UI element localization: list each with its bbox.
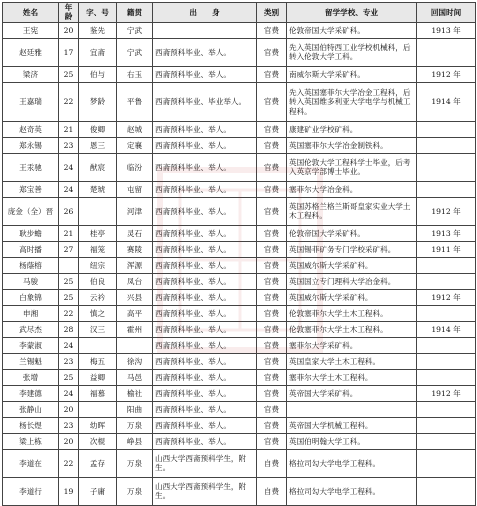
table-row	[3, 137, 476, 153]
cell-return	[417, 38, 476, 66]
cell-return	[417, 477, 476, 505]
table-row	[3, 337, 476, 353]
cell-age: 23	[59, 137, 79, 153]
cell-background: 西斋预科毕业、举人。	[153, 225, 257, 241]
cell-background: 西斋预科毕业、举人。	[153, 273, 257, 289]
table-row	[3, 321, 476, 337]
cell-style-name: 梅五	[79, 353, 117, 369]
cell-age: 24	[59, 385, 79, 401]
cell-background: 西斋预科毕业、举人。	[153, 353, 257, 369]
cell-age: 26	[59, 197, 79, 225]
cell-origin: 屯留	[117, 181, 153, 197]
cell-study: 格拉司勾大学电学工程科。	[287, 477, 417, 505]
header-return: 回国时间	[417, 3, 476, 23]
cell-origin: 宁武	[117, 38, 153, 66]
header-age: 年龄	[59, 3, 79, 23]
cell-study: 南威尔斯大学采矿科。	[287, 66, 417, 82]
cell-return: 1914 年	[417, 321, 476, 337]
cell-name: 申湘	[3, 305, 59, 321]
table-row	[3, 353, 476, 369]
cell-origin: 峥县	[117, 433, 153, 449]
cell-style-name: 孟存	[79, 449, 117, 477]
cell-return: 1913 年	[417, 22, 476, 38]
cell-style-name: 楚琥	[79, 181, 117, 197]
cell-return	[417, 181, 476, 197]
table-row	[3, 369, 476, 385]
cell-study: 伦敦塞菲尔大学土木工程科。	[287, 305, 417, 321]
cell-return	[417, 369, 476, 385]
cell-name: 郑永锡	[3, 137, 59, 153]
cell-origin: 定襄	[117, 137, 153, 153]
cell-style-name	[79, 337, 117, 353]
cell-category: 官费	[257, 38, 287, 66]
cell-style-name: 伯良	[79, 273, 117, 289]
cell-age: 19	[59, 477, 79, 505]
cell-name: 杨长煜	[3, 417, 59, 433]
cell-study: 英国塞菲尔大学冶金制铁科。	[287, 137, 417, 153]
cell-return	[417, 353, 476, 369]
cell-age: 20	[59, 22, 79, 38]
cell-name: 王宪	[3, 22, 59, 38]
cell-background: 西斋预科毕业、毕业举人。	[153, 82, 257, 121]
cell-style-name	[79, 401, 117, 417]
cell-category: 自费	[257, 477, 287, 505]
cell-style-name: 俊卿	[79, 121, 117, 137]
header-row	[3, 3, 476, 23]
cell-age: 23	[59, 417, 79, 433]
cell-return	[417, 273, 476, 289]
header-style-name: 字、号	[79, 3, 117, 23]
cell-background: 西斋预科毕业、举人。	[153, 121, 257, 137]
cell-study: 英国国立专门理科大学冶金科。	[287, 273, 417, 289]
cell-study: 英国伯明翰大学工科。	[287, 433, 417, 449]
cell-study: 英国锡菲矿务专门学校采矿科。	[287, 241, 417, 257]
table-row	[3, 273, 476, 289]
table-row	[3, 66, 476, 82]
cell-background: 西斋预科毕业、举人。	[153, 197, 257, 225]
cell-background: 西斋预科毕业、举人。	[153, 153, 257, 181]
cell-return: 1912 年	[417, 197, 476, 225]
cell-return: 1911 年	[417, 241, 476, 257]
cell-style-name	[79, 197, 117, 225]
cell-background: 西斋预科毕业、举人。	[153, 417, 257, 433]
cell-origin: 万泉	[117, 477, 153, 505]
cell-age	[59, 257, 79, 273]
cell-category: 官费	[257, 241, 287, 257]
cell-style-name: 猷宸	[79, 153, 117, 181]
cell-return	[417, 401, 476, 417]
cell-age: 24	[59, 181, 79, 197]
cell-study: 先入英国伯特西工业学校机械科，后转入伦敦大学工科。	[287, 38, 417, 66]
cell-age: 21	[59, 121, 79, 137]
cell-name: 张静山	[3, 401, 59, 417]
cell-name: 耿步蟾	[3, 225, 59, 241]
cell-study: 英国苏格兰格兰斯哥皇家实业大学土木工程科。	[287, 197, 417, 225]
cell-background: 西斋预科毕业、举人。	[153, 257, 257, 273]
cell-category: 官费	[257, 273, 287, 289]
cell-age: 27	[59, 241, 79, 257]
cell-style-name: 幼晖	[79, 417, 117, 433]
cell-origin: 河津	[117, 197, 153, 225]
cell-return	[417, 433, 476, 449]
table-row	[3, 181, 476, 197]
cell-style-name: 慎之	[79, 305, 117, 321]
table-row	[3, 401, 476, 417]
cell-origin	[117, 337, 153, 353]
cell-category: 官费	[257, 433, 287, 449]
cell-category: 官费	[257, 257, 287, 273]
cell-origin: 兴县	[117, 289, 153, 305]
cell-background: 西斋预科毕业、举人。	[153, 401, 257, 417]
cell-name: 梁上栋	[3, 433, 59, 449]
table-row	[3, 289, 476, 305]
cell-category: 官费	[257, 137, 287, 153]
cell-name: 庞金（全）晋	[3, 197, 59, 225]
cell-origin: 马邑	[117, 369, 153, 385]
cell-age: 17	[59, 38, 79, 66]
cell-origin: 右玉	[117, 66, 153, 82]
table-body	[3, 22, 476, 505]
cell-origin: 榆社	[117, 385, 153, 401]
table-row	[3, 38, 476, 66]
table-row	[3, 22, 476, 38]
cell-style-name: 宜斋	[79, 38, 117, 66]
document-page	[2, 2, 475, 506]
table-row	[3, 257, 476, 273]
cell-name: 赵奇英	[3, 121, 59, 137]
cell-age: 22	[59, 449, 79, 477]
table-row	[3, 225, 476, 241]
cell-name: 郑宝善	[3, 181, 59, 197]
header-origin: 籍贯	[117, 3, 153, 23]
cell-study: 英国威尔斯大学采矿科。	[287, 289, 417, 305]
table-row	[3, 197, 476, 225]
cell-category: 官费	[257, 121, 287, 137]
cell-study: 塞菲尔大学冶金科。	[287, 181, 417, 197]
cell-name: 张增	[3, 369, 59, 385]
cell-origin: 临汾	[117, 153, 153, 181]
cell-style-name: 汉三	[79, 321, 117, 337]
cell-style-name: 鉴先	[79, 22, 117, 38]
cell-study: 英国伦敦大学工程科学士毕业，后考入英京学部博士毕业。	[287, 153, 417, 181]
table-row	[3, 417, 476, 433]
cell-age: 25	[59, 289, 79, 305]
cell-age: 28	[59, 321, 79, 337]
cell-origin: 赛陵	[117, 241, 153, 257]
cell-name: 武尽杰	[3, 321, 59, 337]
cell-study: 伦敦塞菲尔大学土木工程科。	[287, 321, 417, 337]
cell-study: 伦敦帝国大学采矿科。	[287, 225, 417, 241]
cell-study: 塞菲尔大学采矿科。	[287, 337, 417, 353]
cell-age: 20	[59, 401, 79, 417]
cell-background: 西斋预科毕业、举人。	[153, 241, 257, 257]
table-row	[3, 82, 476, 121]
cell-style-name: 子庸	[79, 477, 117, 505]
cell-return: 1913 年	[417, 225, 476, 241]
cell-return: 1914 年	[417, 82, 476, 121]
cell-name: 白象锦	[3, 289, 59, 305]
table-row	[3, 305, 476, 321]
cell-age: 25	[59, 273, 79, 289]
cell-style-name: 梦龄	[79, 82, 117, 121]
cell-study: 英帝国大学采矿科。	[287, 385, 417, 401]
cell-category: 自费	[257, 449, 287, 477]
header-name: 姓名	[3, 3, 59, 23]
cell-style-name: 纽宗	[79, 257, 117, 273]
cell-name: 李建德	[3, 385, 59, 401]
table-row	[3, 449, 476, 477]
cell-age: 23	[59, 353, 79, 369]
header-category: 类别	[257, 3, 287, 23]
cell-name: 王嘉瑞	[3, 82, 59, 121]
cell-category: 官费	[257, 22, 287, 38]
cell-return	[417, 137, 476, 153]
cell-study: 英国皇家大学土木工程科。	[287, 353, 417, 369]
cell-origin: 凤台	[117, 273, 153, 289]
cell-return: 1912 年	[417, 385, 476, 401]
students-table	[2, 2, 476, 506]
table-row	[3, 477, 476, 505]
cell-age: 21	[59, 225, 79, 241]
cell-category: 官费	[257, 305, 287, 321]
cell-origin: 徐沟	[117, 353, 153, 369]
header-study: 留学学校、专业	[287, 3, 417, 23]
cell-category: 官费	[257, 385, 287, 401]
cell-return: 1912 年	[417, 66, 476, 82]
cell-study: 英国威尔斯大学采矿科。	[287, 257, 417, 273]
cell-background: 西斋预科毕业、举人。	[153, 337, 257, 353]
cell-age: 25	[59, 66, 79, 82]
cell-return: 1912 年	[417, 289, 476, 305]
cell-style-name: 次棍	[79, 433, 117, 449]
cell-category: 官费	[257, 197, 287, 225]
cell-category: 官费	[257, 225, 287, 241]
cell-origin: 万泉	[117, 449, 153, 477]
cell-study: 塞菲尔大学土木工程科。	[287, 369, 417, 385]
cell-category: 官费	[257, 417, 287, 433]
cell-style-name: 云衿	[79, 289, 117, 305]
cell-origin: 浑源	[117, 257, 153, 273]
cell-background: 西斋预科毕业、举人。	[153, 38, 257, 66]
table-row	[3, 433, 476, 449]
cell-background: 西斋预科毕业、举人。	[153, 369, 257, 385]
cell-name: 兰锡魁	[3, 353, 59, 369]
cell-study	[287, 401, 417, 417]
cell-age: 20	[59, 433, 79, 449]
cell-style-name: 伯与	[79, 66, 117, 82]
table-row	[3, 385, 476, 401]
cell-origin: 阳曲	[117, 401, 153, 417]
cell-name: 李道在	[3, 449, 59, 477]
cell-study: 格拉司勾大学电学工程科。	[287, 449, 417, 477]
cell-return	[417, 305, 476, 321]
cell-origin: 灵石	[117, 225, 153, 241]
table-row	[3, 121, 476, 137]
cell-background: 西斋预科毕业、举人。	[153, 321, 257, 337]
cell-category: 官费	[257, 337, 287, 353]
cell-category: 官费	[257, 181, 287, 197]
cell-name: 李道行	[3, 477, 59, 505]
cell-category: 官费	[257, 66, 287, 82]
cell-background: 西斋预科毕业、举人。	[153, 433, 257, 449]
cell-category: 官费	[257, 153, 287, 181]
cell-age: 24	[59, 153, 79, 181]
cell-age: 22	[59, 82, 79, 121]
cell-age: 25	[59, 369, 79, 385]
cell-study: 先入英国塞菲尔大学冶金工程科，后转入英国维多利亚大学电学与机械工程科。	[287, 82, 417, 121]
cell-category: 官费	[257, 353, 287, 369]
cell-study: 伦敦帝国大学采矿科。	[287, 22, 417, 38]
cell-style-name: 桂亭	[79, 225, 117, 241]
cell-category: 官费	[257, 289, 287, 305]
cell-age: 22	[59, 305, 79, 321]
cell-name: 李蒙淑	[3, 337, 59, 353]
cell-name: 马骏	[3, 273, 59, 289]
table-row	[3, 241, 476, 257]
cell-background: 西斋预科毕业、举人。	[153, 385, 257, 401]
cell-study: 英帝国大学机械工程科。	[287, 417, 417, 433]
cell-category: 官费	[257, 82, 287, 121]
cell-study: 康建矿业学校矿科。	[287, 121, 417, 137]
cell-origin: 平鲁	[117, 82, 153, 121]
cell-style-name: 益卿	[79, 369, 117, 385]
cell-name: 高时播	[3, 241, 59, 257]
cell-background: 西斋预科毕业、举人。	[153, 66, 257, 82]
cell-name: 赵廷雅	[3, 38, 59, 66]
cell-background: 西斋预科毕业、举人。	[153, 305, 257, 321]
cell-origin: 宁武	[117, 22, 153, 38]
cell-background: 山西大学西斋预科学生，附生。	[153, 449, 257, 477]
cell-return	[417, 153, 476, 181]
cell-background: 西斋预科毕业、举人。	[153, 181, 257, 197]
cell-name: 梁济	[3, 66, 59, 82]
cell-return	[417, 417, 476, 433]
cell-name: 杨蔭榕	[3, 257, 59, 273]
cell-category: 官费	[257, 369, 287, 385]
cell-return	[417, 121, 476, 137]
cell-background: 西斋预科毕业、举人。	[153, 137, 257, 153]
cell-return	[417, 337, 476, 353]
table-row	[3, 153, 476, 181]
cell-background: 山西大学西斋预科学生，附生。	[153, 477, 257, 505]
cell-origin: 高平	[117, 305, 153, 321]
cell-origin: 万泉	[117, 417, 153, 433]
header-background: 出 身	[153, 3, 257, 23]
cell-return	[417, 257, 476, 273]
cell-style-name: 恩三	[79, 137, 117, 153]
cell-category: 官费	[257, 321, 287, 337]
cell-background: 西斋预科毕业、举人。	[153, 289, 257, 305]
cell-origin: 霍州	[117, 321, 153, 337]
cell-style-name: 福笼	[79, 241, 117, 257]
cell-category: 官费	[257, 401, 287, 417]
cell-return	[417, 449, 476, 477]
cell-age: 24	[59, 337, 79, 353]
cell-name: 王汞驰	[3, 153, 59, 181]
cell-style-name: 福慕	[79, 385, 117, 401]
cell-origin: 赵城	[117, 121, 153, 137]
cell-background	[153, 22, 257, 38]
